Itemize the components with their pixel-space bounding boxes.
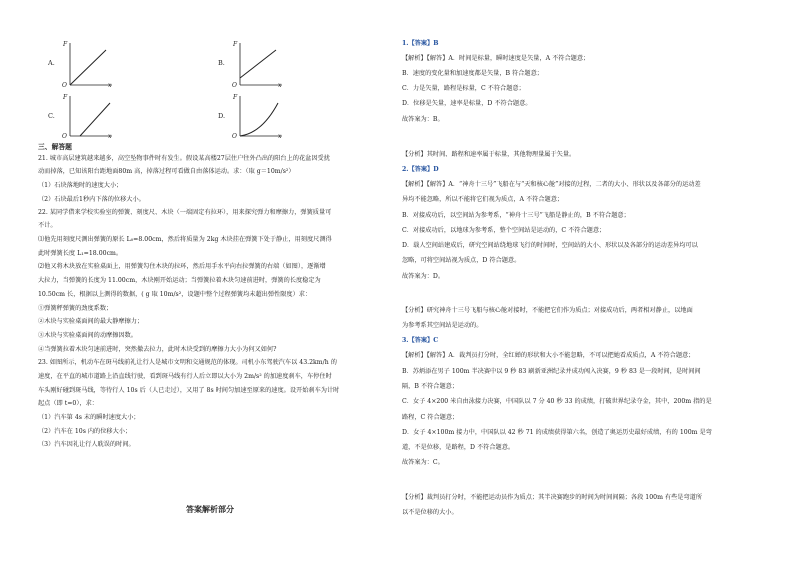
right-column [397,0,794,561]
option-label: B. [218,59,225,67]
question-line: 10.50cm 长，根据以上测得的数据，( g 取 10m/s²，设题中整个过程弹簧均未超出弹性限度）求： [38,291,312,298]
analysis-line: 以不是位移的大小。 [402,509,458,516]
x-axis-label: x [278,82,282,89]
question-line: ②木块与实验桌面间的最大静摩擦力； [38,318,144,325]
analysis-line: 异均不能忽略，所以不能将它们视为质点，A 不符合题意； [402,196,564,203]
analysis-line: 【分析】裁判员打分时，不能把运动员作为质点；其半决赛跑步的时间为时间间隔；各段 100m 有些是弯道所 [402,494,703,501]
analysis-line: 隔，B 不符合题意； [402,383,459,390]
question-line: ⑵他又将木块放在实验桌面上，用弹簧勾住木块的拉环，然后用手水平向右拉弹簧的右端（如图），逐渐增 [38,263,326,270]
y-axis-label: F [63,41,68,48]
question-line: （1）汽车第 4s 末的瞬时速度大小； [38,414,140,421]
origin-label: O [232,82,237,89]
option-label: D. [218,112,226,120]
answer-heading: 1.【答案】B [402,40,439,47]
question-line: （3）汽车因礼让行人耽误的时间。 [38,441,135,448]
question-line: （2）汽车在 10s 内的位移大小； [38,428,132,435]
y-axis-label: F [233,41,238,48]
analysis-line: 道，不是位移，是路程，D 不符合题意。 [402,444,515,451]
question-line: 车头刚好碰到斑马线，等待行人 10s 后（人已走过），又用了 8s 时间匀加速至原来的速度。设开始刹车为计时 [38,387,340,394]
analysis-line: 【分析】其时间、路程和速率属于标量，其他物理量属于矢量。 [402,151,576,158]
y-axis-label: F [233,94,238,101]
x-axis-label: x [278,133,282,140]
option-label: A. [48,59,55,67]
analysis-line: D．载人空间站建成后，研究空间站绕地球飞行的时间时，空间站的大小、形状以及各部分的运动差异均可以 [402,242,698,249]
question-line: 不计。 [38,222,57,229]
y-axis-label: F [63,94,68,101]
question-line: 此时弹簧长度 L₁=18.00cm。 [38,250,123,257]
question-line: ③木块与实验桌面间的动摩擦因数。 [38,332,137,339]
x-axis-label: x [108,133,112,140]
analysis-line: C．女子 4×200 米自由泳接力决赛，中国队以 7 分 40 秒 33 的成绩，打破世界纪录夺金，其中，200m 指的是 [402,398,712,405]
analysis-line: 【分析】研究神舟十三号飞船与核心舱对接时，不能把它们作为质点；对接成功后，两者相对静止，以地面 [402,307,693,314]
analysis-line: 故答案为：C。 [402,459,444,466]
analysis-line: 路程，C 符合题意； [402,414,459,421]
analysis-line: 故答案为：D。 [402,273,445,280]
analysis-line: B．速度的变化量和加速度都是矢量，B 符合题意； [402,70,543,77]
answer-section-title: 答案解析部分 [186,505,234,514]
question-line: ①弹簧秤弹簧的劲度系数； [38,305,113,312]
question-line: 22. 某同学借来学校实验室的弹簧、刻度尺、木块（一端固定有拉环），用来探究弹力和摩擦力，弹簧质量可 [38,209,332,216]
question-line: 23. 如图所示，机动车在斑马线前礼让行人是城市文明和交通规范的体现。司机小东驾驶汽车以 43.2km/h 的 [38,359,337,366]
section-title: 三、解答题 [38,143,72,151]
answer-heading: 2.【答案】D [402,166,439,173]
origin-label: O [232,133,237,140]
analysis-line: 【解析】【解答】A．“神舟十三号”飞船在与“天和核心舱”对接的过程，二者的大小、形状以及各部分的运动差 [402,181,701,188]
analysis-line: 故答案为：B。 [402,116,444,123]
question-line: （2）石块最后1秒内下落的位移大小。 [38,196,145,203]
analysis-line: D．女子 4×100m 接力中，中国队以 42 秒 71 的成绩获得第六名，创造了奥运历史最好成绩，有的 100m 是弯 [402,429,712,436]
analysis-line: C．力是矢量，路程是标量，C 不符合题意； [402,85,525,92]
origin-label: O [62,82,67,89]
analysis-line: 【解析】【解答】A．时间是标量，瞬时速度是矢量，A 不符合题意； [402,55,590,62]
analysis-line: 为参考系其空间站是运动的。 [402,322,483,329]
analysis-line: C．对接成功后，以地球为参考系，整个空间站是运动的，C 不符合题意； [402,227,606,234]
analysis-line: 忽略，可将空间站视为质点，D 符合题意。 [402,257,521,264]
analysis-line: D．位移是矢量，速率是标量，D 不符合题意。 [402,100,532,107]
question-line: （1）石块落地时的速度大小； [38,182,123,189]
x-axis-label: x [108,82,112,89]
question-line: 起点（即 t=0），求： [38,400,98,407]
analysis-line: B．苏炳添在男子 100m 半决赛中以 9 秒 83 刷新亚洲纪录并成功闯入决赛，9 秒 83 是一段时间，是时间间 [402,368,701,375]
answer-heading: 3.【答案】C [402,337,439,344]
origin-label: O [62,133,67,140]
question-line: ⑴他先用刻度尺测出弹簧的原长 L₀=8.00cm，然后将质量为 2kg 木块挂在弹簧下处于静止，用刻度尺测得 [38,236,332,243]
question-line: 动而掉落，已知该阳台距地面80m 高，掉落过程可看做自由落体运动。求：（取 g＝10m/s²） [38,168,295,175]
question-line: ④当弹簧拉着木块匀速前进时，突然撤去拉力，此时木块受到的摩擦力大小为何又如何? [38,346,277,353]
question-line: 21. 城市高层建筑越来越多，高空坠物事件时有发生。假设某高楼27层住户往外凸出的阳台上的花盆因受扰 [38,155,330,162]
question-line: 大拉力，当弹簧的长度为 11.00cm，木块刚开始运动；当弹簧拉着木块匀速前进时，弹簧的长度稳定为 [38,277,321,284]
question-line: 速度，在平直的城市道路上沿直线行驶，看到斑马线有行人后立即以大小为 2m/s² 的加速度刹车，车停住时 [38,373,332,380]
analysis-line: B．对接成功后，以空间站为参考系，“神舟十三号”飞船是静止的，B 不符合题意； [402,212,630,219]
analysis-line: 【解析】【解答】A．裁判员打分时，全红婵的形状和大小不能忽略，不可以把她看成质点，A 不符合题意； [402,352,695,359]
option-label: C. [48,112,55,120]
